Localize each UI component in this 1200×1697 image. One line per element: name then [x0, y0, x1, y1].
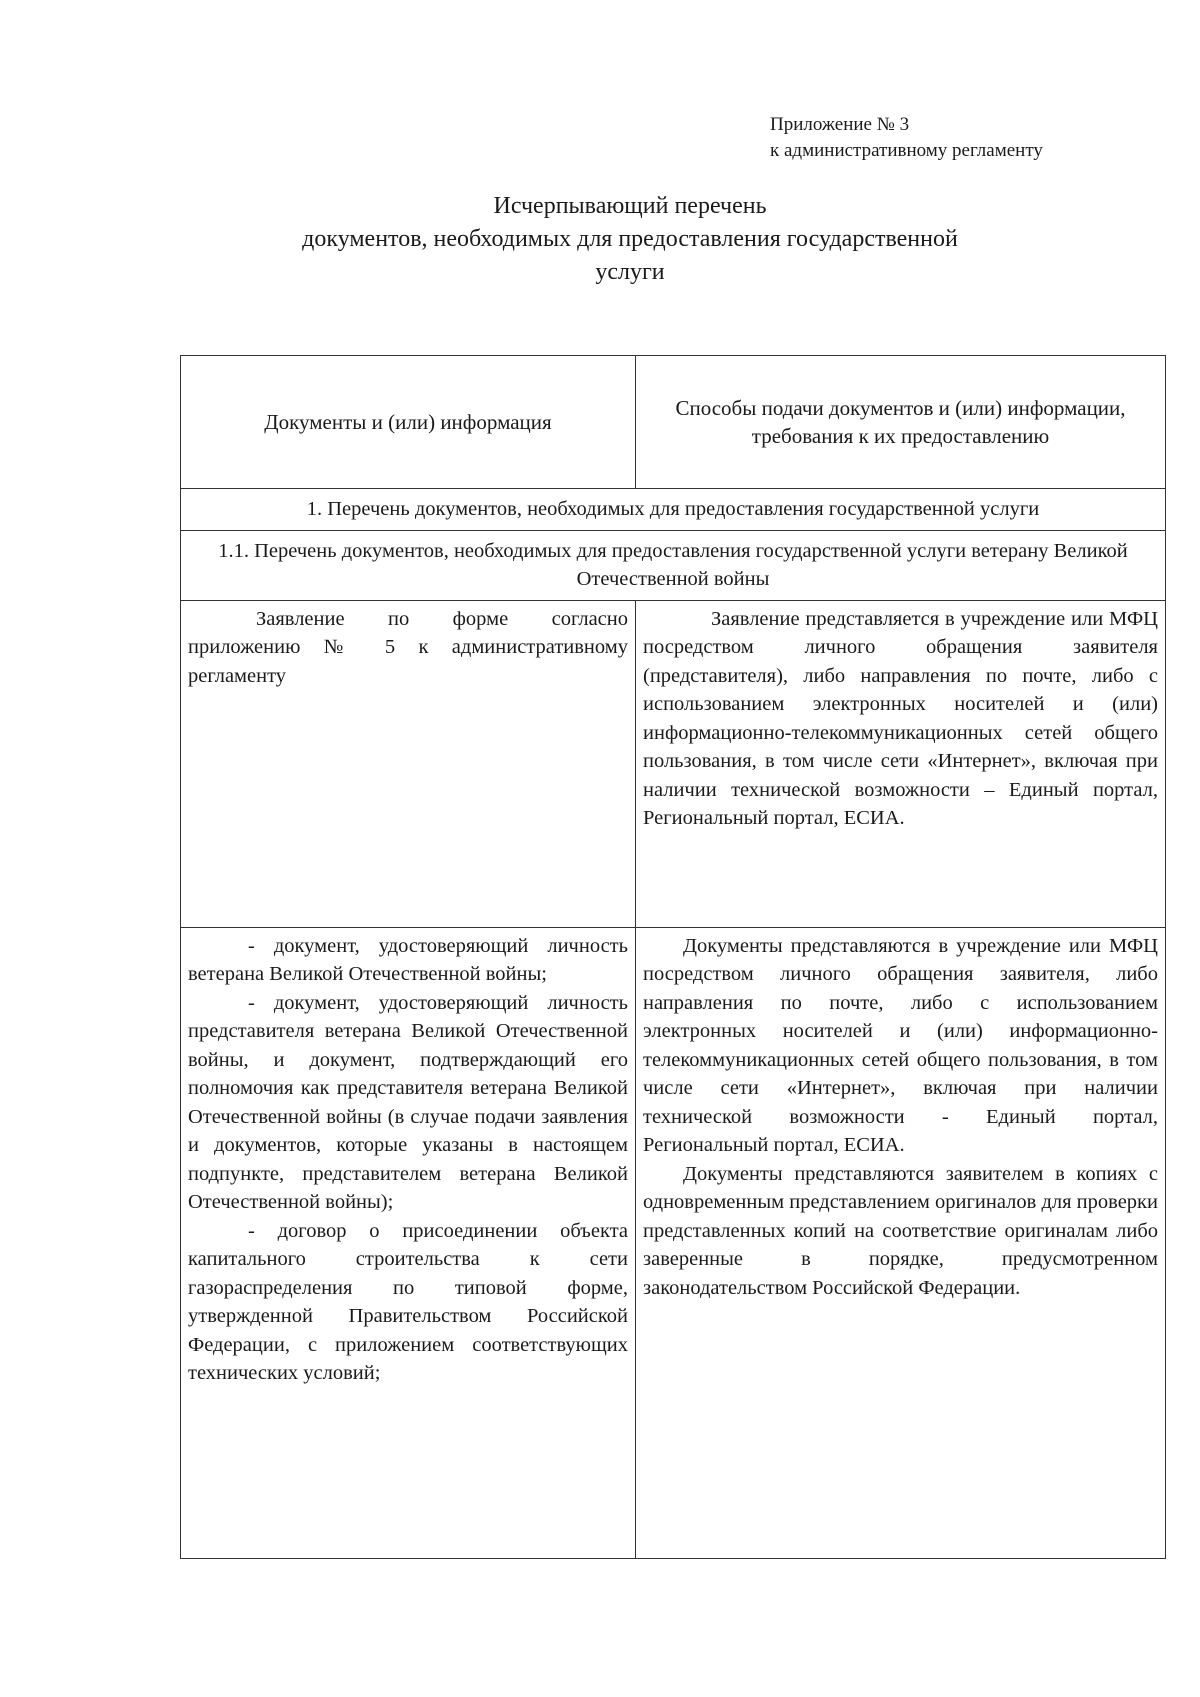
section-row	[181, 489, 1166, 531]
title-line-2: документов, необходимых для предоставления государственной	[302, 226, 958, 252]
list-item: - документ, удостоверяющий личность ветерана Великой Отечественной войны;	[188, 934, 628, 985]
list-item: - документ, удостоверяющий личность представителя ветерана Великой Отечественной войны, и документ, подтверждающий его полномочия как представителя ветерана Великой Отечественной войны (в случае подачи заявления и документов, которые указаны в настоящем подпункте, представителем ветерана Великой Отечественной войны);	[188, 991, 628, 1213]
annex-note	[770, 112, 1043, 164]
table-row	[181, 927, 1166, 1558]
documents-list-cell	[181, 927, 636, 1558]
table-header-row	[181, 356, 1166, 489]
application-document-cell: Заявление по форме согласно приложению № 5 к административному регламенту	[181, 600, 636, 927]
section-1-1-heading: 1.1. Перечень документов, необходимых для предоставления государственной услуги ветерану Великой Отечественной войны	[181, 530, 1166, 600]
paragraph: Документы представляются заявителем в копиях с одновременным представлением оригиналов для проверки представленных копий на соответствие оригиналам либо заверенные в порядке, предусмотренном законодательством Российской Федерации.	[643, 1162, 1158, 1299]
documents-submission-cell	[636, 927, 1166, 1558]
annex-reference: к административному регламенту	[770, 140, 1043, 161]
annex-number: Приложение № 3	[770, 114, 910, 135]
table-row	[181, 600, 1166, 927]
subsection-row	[181, 530, 1166, 600]
title-line-1: Исчерпывающий перечень	[493, 193, 767, 219]
title-line-3: услуги	[595, 259, 665, 285]
section-1-heading: 1. Перечень документов, необходимых для предоставления государственной услуги	[181, 489, 1166, 531]
application-submission-cell: Заявление представляется в учреждение или МФЦ посредством личного обращения заявителя (представителя), либо направления по почте, либо с использованием электронных носителей и (или) информационно-телекоммуникационных сетей общего пользования, в том числе сети «Интернет», включая при наличии технической возможности – Единый портал, Региональный портал, ЕСИА.	[636, 600, 1166, 927]
paragraph: Документы представляются в учреждение или МФЦ посредством личного обращения заявителя, либо направления по почте, либо с использованием электронных носителей и (или) информационно-телекоммуникационных сетей общего пользования, в том числе сети «Интернет», включая при наличии технической возможности - Единый портал, Региональный портал, ЕСИА.	[643, 934, 1158, 1156]
header-documents: Документы и (или) информация	[181, 356, 636, 489]
list-item: - договор о присоединении объекта капитального строительства к сети газораспределения по типовой форме, утвержденной Правительством Российской Федерации, с приложением соответствующих технических условий;	[188, 1219, 628, 1384]
documents-table	[180, 355, 1166, 1559]
document-title	[180, 190, 1080, 289]
header-submission-methods: Способы подачи документов и (или) информации, требования к их предоставлению	[636, 356, 1166, 489]
